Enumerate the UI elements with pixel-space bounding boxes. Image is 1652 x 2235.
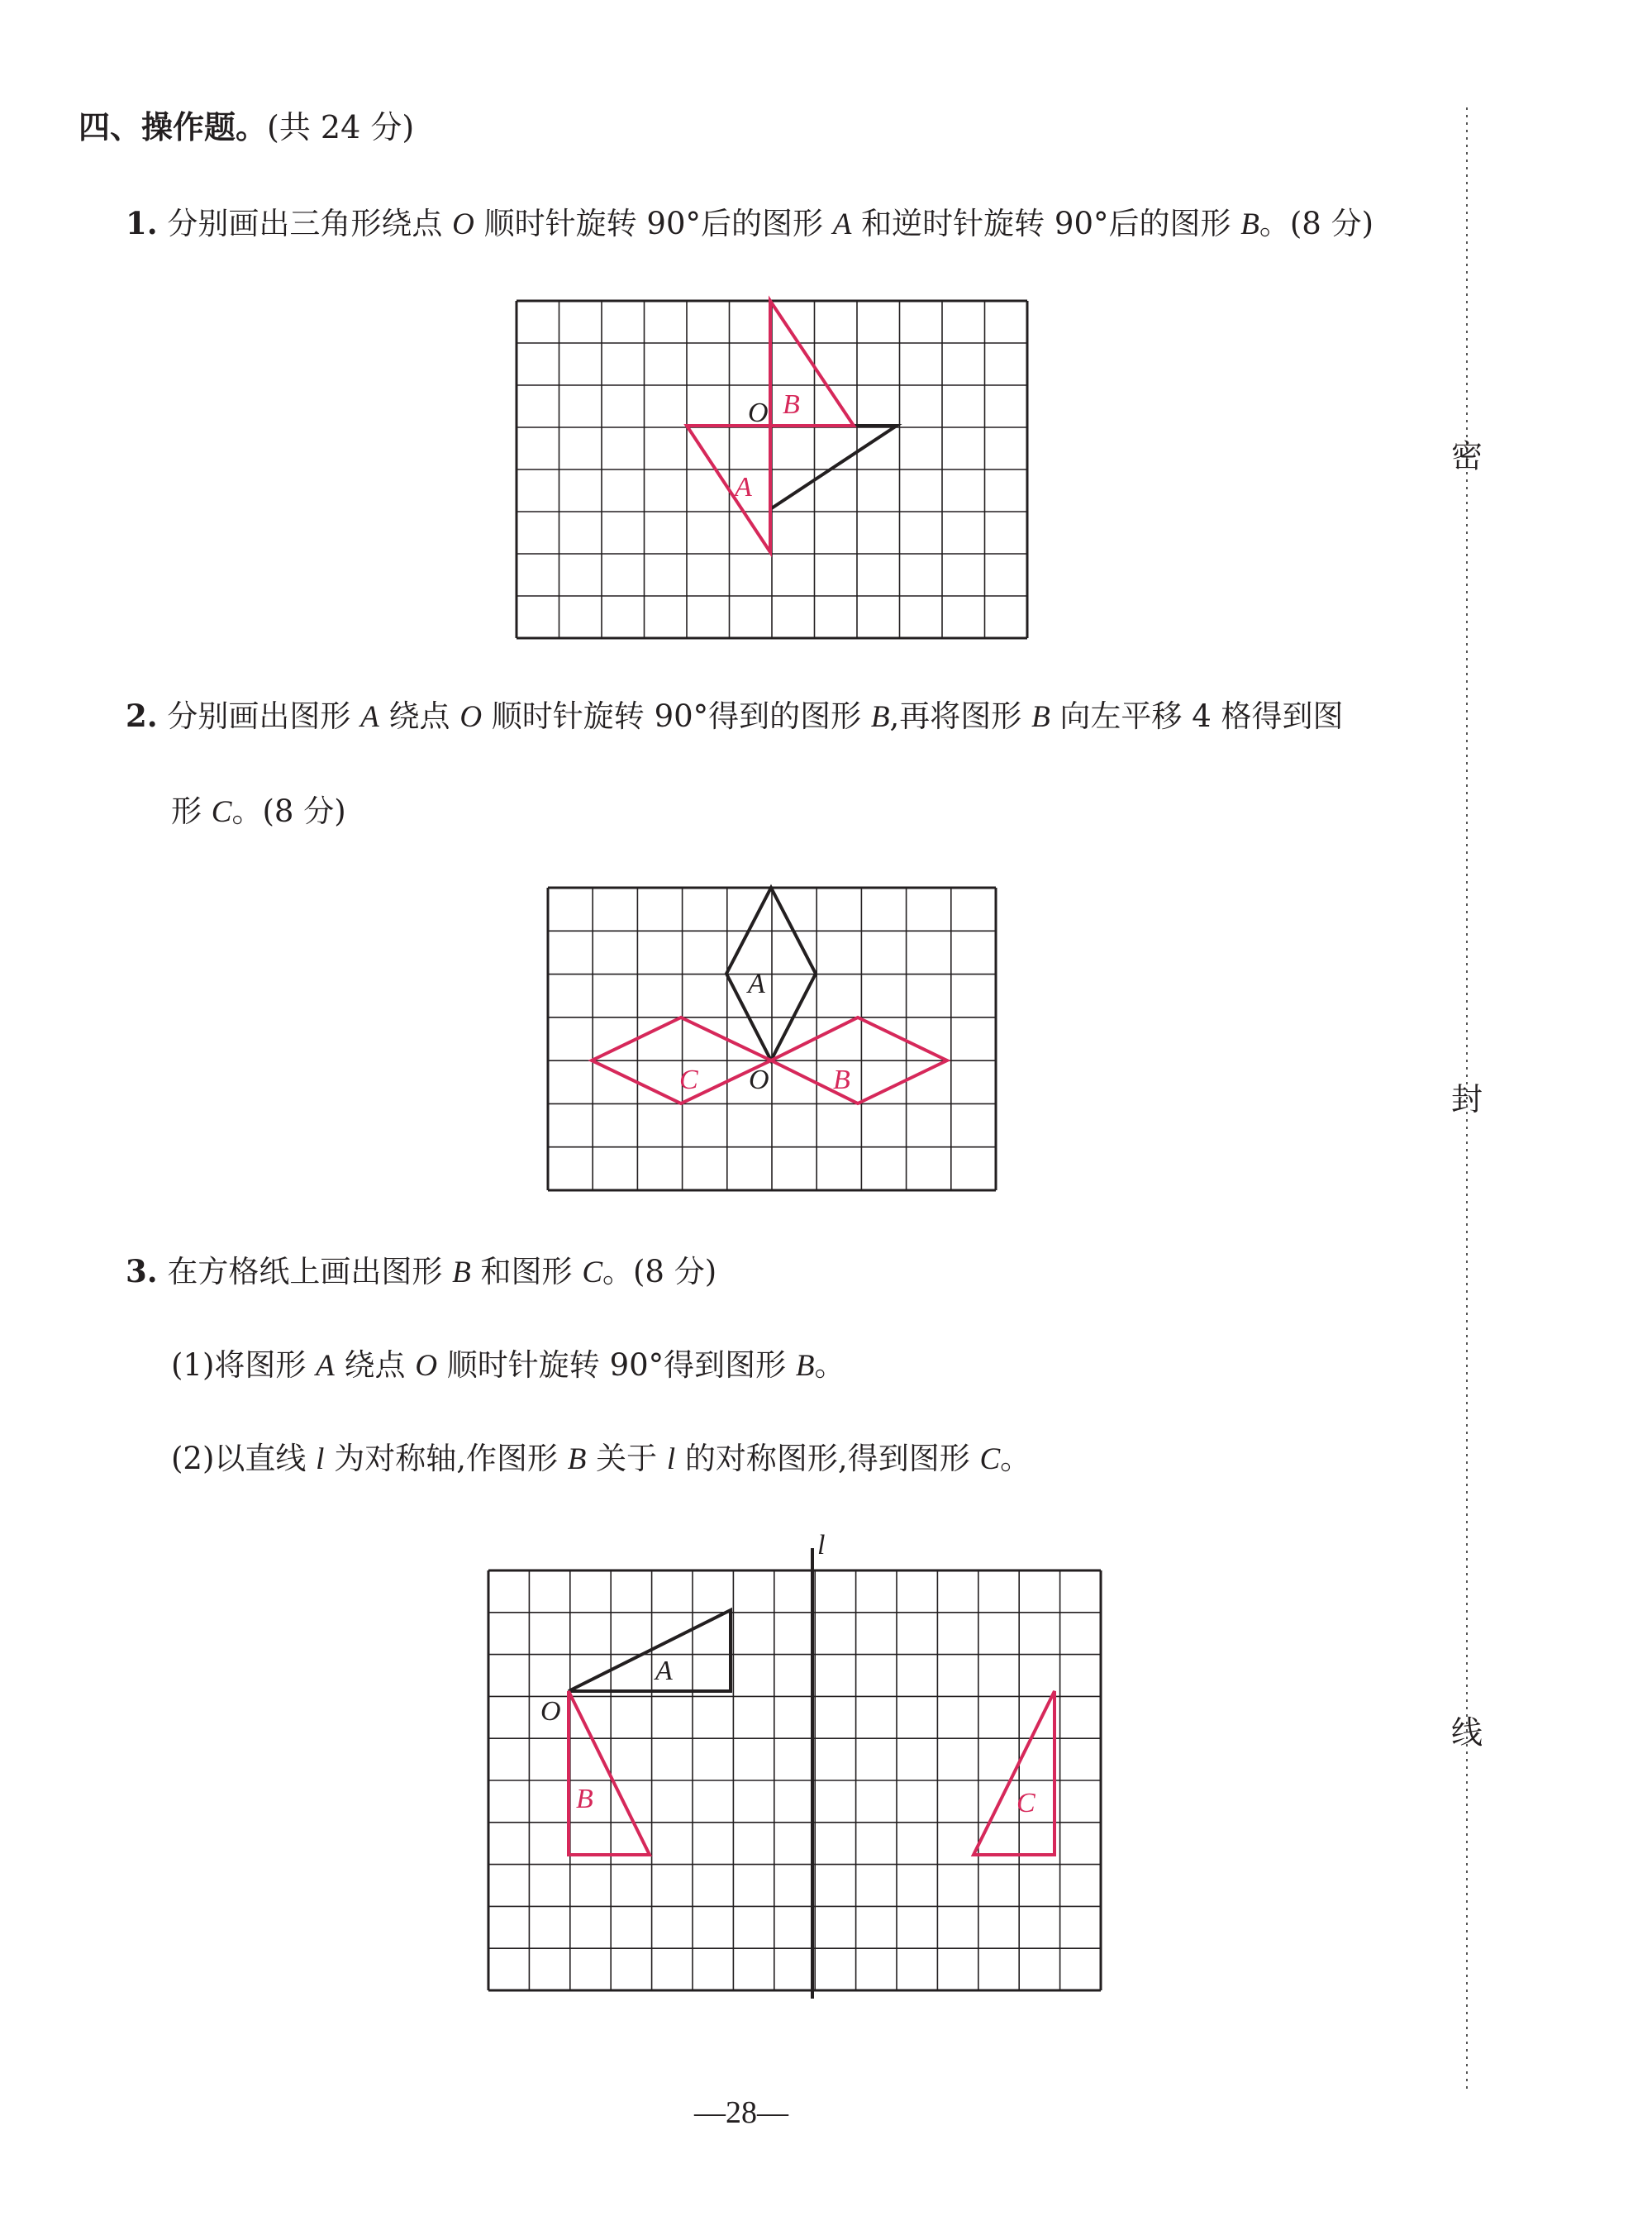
q3-s1-part-0: (1)将图形: [171, 1347, 317, 1383]
q1-part-0: 分别画出三角形绕点: [167, 206, 453, 241]
figure-1-label-b: B: [783, 389, 800, 420]
q3-s2-part-3: B: [567, 1442, 587, 1476]
figure-3-label-c: C: [1016, 1788, 1035, 1818]
q2-l1-part-5: B: [870, 700, 890, 734]
q3-s1-part-4: 顺时针旋转 90°得到图形: [437, 1347, 796, 1383]
section-score: (共 24 分): [267, 109, 415, 145]
section-title-text: 四、操作题。: [79, 109, 268, 145]
q1-part-3: A: [832, 207, 852, 241]
q2-l2-part-1: C: [211, 795, 232, 829]
figure-3-label-l: l: [817, 1530, 826, 1561]
q3-part-3: C: [582, 1256, 602, 1289]
q2-l2-part-2: 。(8 分): [231, 793, 346, 829]
q3-s1-part-6: 。: [814, 1347, 845, 1383]
q3-s2-part-1: l: [316, 1442, 325, 1476]
q1-part-5: B: [1240, 207, 1259, 241]
q3-s1-part-3: O: [415, 1349, 438, 1383]
figure-2-label-c: C: [679, 1065, 698, 1095]
q2-l1-part-6: ,再将图形: [889, 698, 1032, 734]
q3-s2-part-8: 。: [1000, 1441, 1031, 1476]
q1-part-6: 。(8 分): [1259, 206, 1374, 241]
figure-1-label-o: O: [748, 398, 769, 428]
q3-part-4: 。(8 分): [602, 1254, 717, 1289]
margin-mark-mi: 密: [1451, 438, 1483, 474]
q3-s2-part-0: (2)以直线: [171, 1441, 317, 1476]
q3-part-2: 和图形: [470, 1254, 583, 1289]
figure-2-label-b: B: [833, 1065, 850, 1095]
q1-part-1: O: [452, 207, 474, 241]
q2-l1-part-3: O: [459, 700, 483, 734]
figure-3-triangle-c: [974, 1691, 1055, 1855]
q3-s2-part-4: 关于: [586, 1441, 667, 1476]
q2-l1-part-0: 分别画出图形: [167, 698, 361, 734]
figure-3-label-b: B: [576, 1784, 593, 1814]
margin-mark-feng: 封: [1451, 1081, 1483, 1118]
q3-number: 3.: [126, 1253, 158, 1289]
q3-s2-part-5: l: [666, 1442, 676, 1476]
q3-s2-part-6: 的对称图形,得到图形: [675, 1441, 980, 1476]
q3-s2-part-2: 为对称轴,作图形: [324, 1441, 568, 1476]
q2-l2-part-0: 形: [171, 793, 212, 829]
q3-s1-part-5: B: [795, 1349, 815, 1383]
q3-part-1: B: [452, 1256, 471, 1289]
q3-s1-part-2: 绕点: [334, 1347, 416, 1383]
figure-3-label-o: O: [540, 1696, 561, 1727]
q2-number: 2.: [126, 698, 158, 734]
page-number: —28—: [694, 2095, 788, 2130]
q3-s2-part-7: C: [979, 1442, 1001, 1476]
q3-part-0: 在方格纸上画出图形: [167, 1254, 453, 1289]
q2-l1-part-4: 顺时针旋转 90°得到的图形: [482, 698, 871, 734]
q3-s1-part-1: A: [316, 1349, 335, 1383]
q2-l1-part-1: A: [360, 700, 379, 734]
q2-l1-part-8: 向左平移 4 格得到图: [1050, 698, 1344, 734]
figure-3-triangle-a: [569, 1610, 731, 1691]
q1-number: 1.: [126, 205, 158, 241]
q2-l1-part-2: 绕点: [378, 698, 460, 734]
q1-part-2: 顺时针旋转 90°后的图形: [474, 206, 833, 241]
figure-2-label-a: A: [748, 969, 765, 999]
q2-l1-part-7: B: [1031, 700, 1050, 734]
figure-2-label-o: O: [749, 1065, 769, 1095]
figure-3-label-a: A: [655, 1656, 673, 1686]
figure-3-triangle-b: [569, 1691, 650, 1855]
figure-1-label-a: A: [735, 472, 752, 503]
margin-mark-xian: 线: [1451, 1714, 1483, 1751]
q1-part-4: 和逆时针旋转 90°后的图形: [851, 206, 1241, 241]
